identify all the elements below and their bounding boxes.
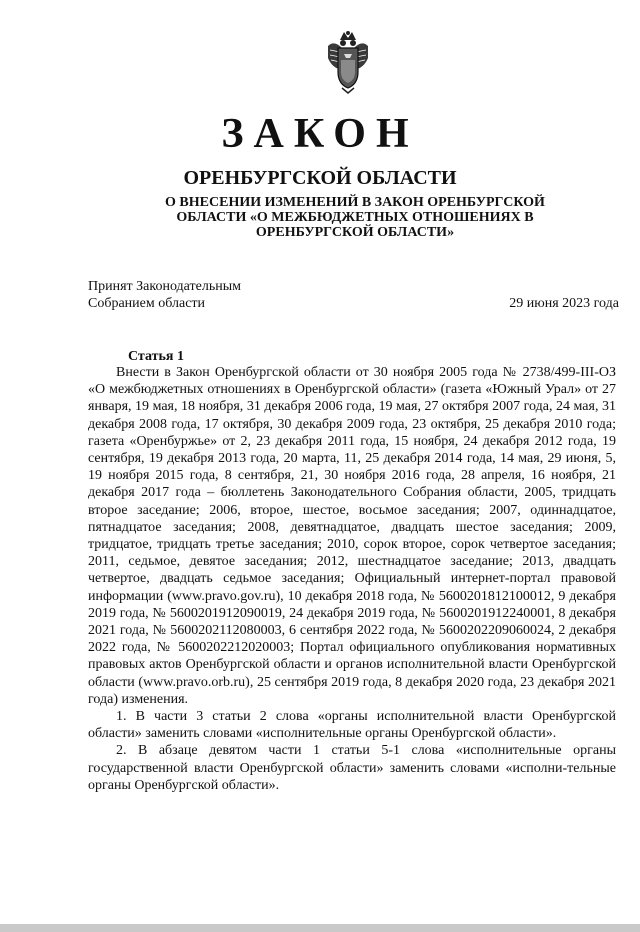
adoption-date: 29 июня 2023 года <box>509 296 619 311</box>
article-body <box>88 364 616 794</box>
law-subtitle: О ВНЕСЕНИИ ИЗМЕНЕНИЙ В ЗАКОН ОРЕНБУРГСКОЙ ОБЛАСТИ «О МЕЖБЮДЖЕТНЫХ ОТНОШЕНИЯХ В ОРЕНБУРГСКОЙ ОБЛАСТИ» <box>165 195 545 240</box>
article-heading: Статья 1 <box>128 349 184 364</box>
adoption-note <box>88 278 241 312</box>
adoption-line-1: Принят Законодательным <box>88 279 241 294</box>
coat-of-arms-emblem-icon <box>324 30 372 94</box>
region-name: ОРЕНБУРГСКОЙ ОБЛАСТИ <box>183 167 457 189</box>
scan-edge <box>0 924 640 932</box>
adoption-line-2: Собранием области <box>88 296 206 311</box>
article-intro-paragraph: Внести в Закон Оренбургской области от 30 ноября 2005 года № 2738/499-III-ОЗ «О межбюджетных отношениях в Оренбургской области» (газета «Южный Урал» от 27 января, 19 мая, 18 ноября, 31 декабря 2006 года, 19 мая, 27 октября 2007 года, 24 мая, 31 декабря 2008 года, 17 октября, 30 декабря 2009 года, 23 октября, 25 декабря 2010 года; газета «Оренбуржье» от 2, 23 декабря 2011 года, 15 ноября, 24 декабря 2012 года, 19 сентября, 19 декабря 2013 года, 20 марта, 11, 25 декабря 2014 года, 14 мая, 29 июня, 5, 19 ноября 2015 года, 8 сентября, 21, 30 ноября 2016 года, 28 апреля, 16 ноября, 21 декабря 2017 года – бюллетень Законодательного Собрания области, 2005, тридцать второе заседание; 2006, второе, шестое, восьмое заседания; 2007, одиннадцатое, пятнадцатое заседания; 2008, девятнадцатое, двадцать шестое заседания; 2009, тридцатое, тридцать третье заседания; 2010, сорок второе, сорок четвертое заседания; 2011, седьмое, девятое заседания; 2012, шестнадцатое заседание; 2013, двадцать четвертое, двадцать седьмое заседания; Официальный интернет-портал правовой информации (www.pravo.gov.ru), 10 декабря 2018 года, № 5600201812100012, 9 декабря 2019 года, № 5600201912090019, 24 декабря 2019 года, № 5600201912240001, 8 декабря 2021 года, № 5600202112080003, 6 сентября 2022 года, № 5600202209060024, 2 декабря 2022 года, № 5600202212020003; Портал официального опубликования нормативных правовых актов Оренбургской области и органов исполнительной власти Оренбургской области (www.pravo.orb.ru), 25 сентября 2019 года, 8 декабря 2020 года, 23 декабря 2021 года) изменения. <box>88 365 616 707</box>
article-item-2: 2. В абзаце девятом части 1 статьи 5-1 слова «исполнительные органы государственной власти Оренбургской области» заменить словами «исполни-тельные органы Оренбургской области». <box>88 743 616 793</box>
law-title: ЗАКОН <box>221 111 419 157</box>
article-item-1: 1. В части 3 статьи 2 слова «органы исполнительной власти Оренбургской области» заменить словами «исполнительные органы Оренбургской области». <box>88 709 616 742</box>
